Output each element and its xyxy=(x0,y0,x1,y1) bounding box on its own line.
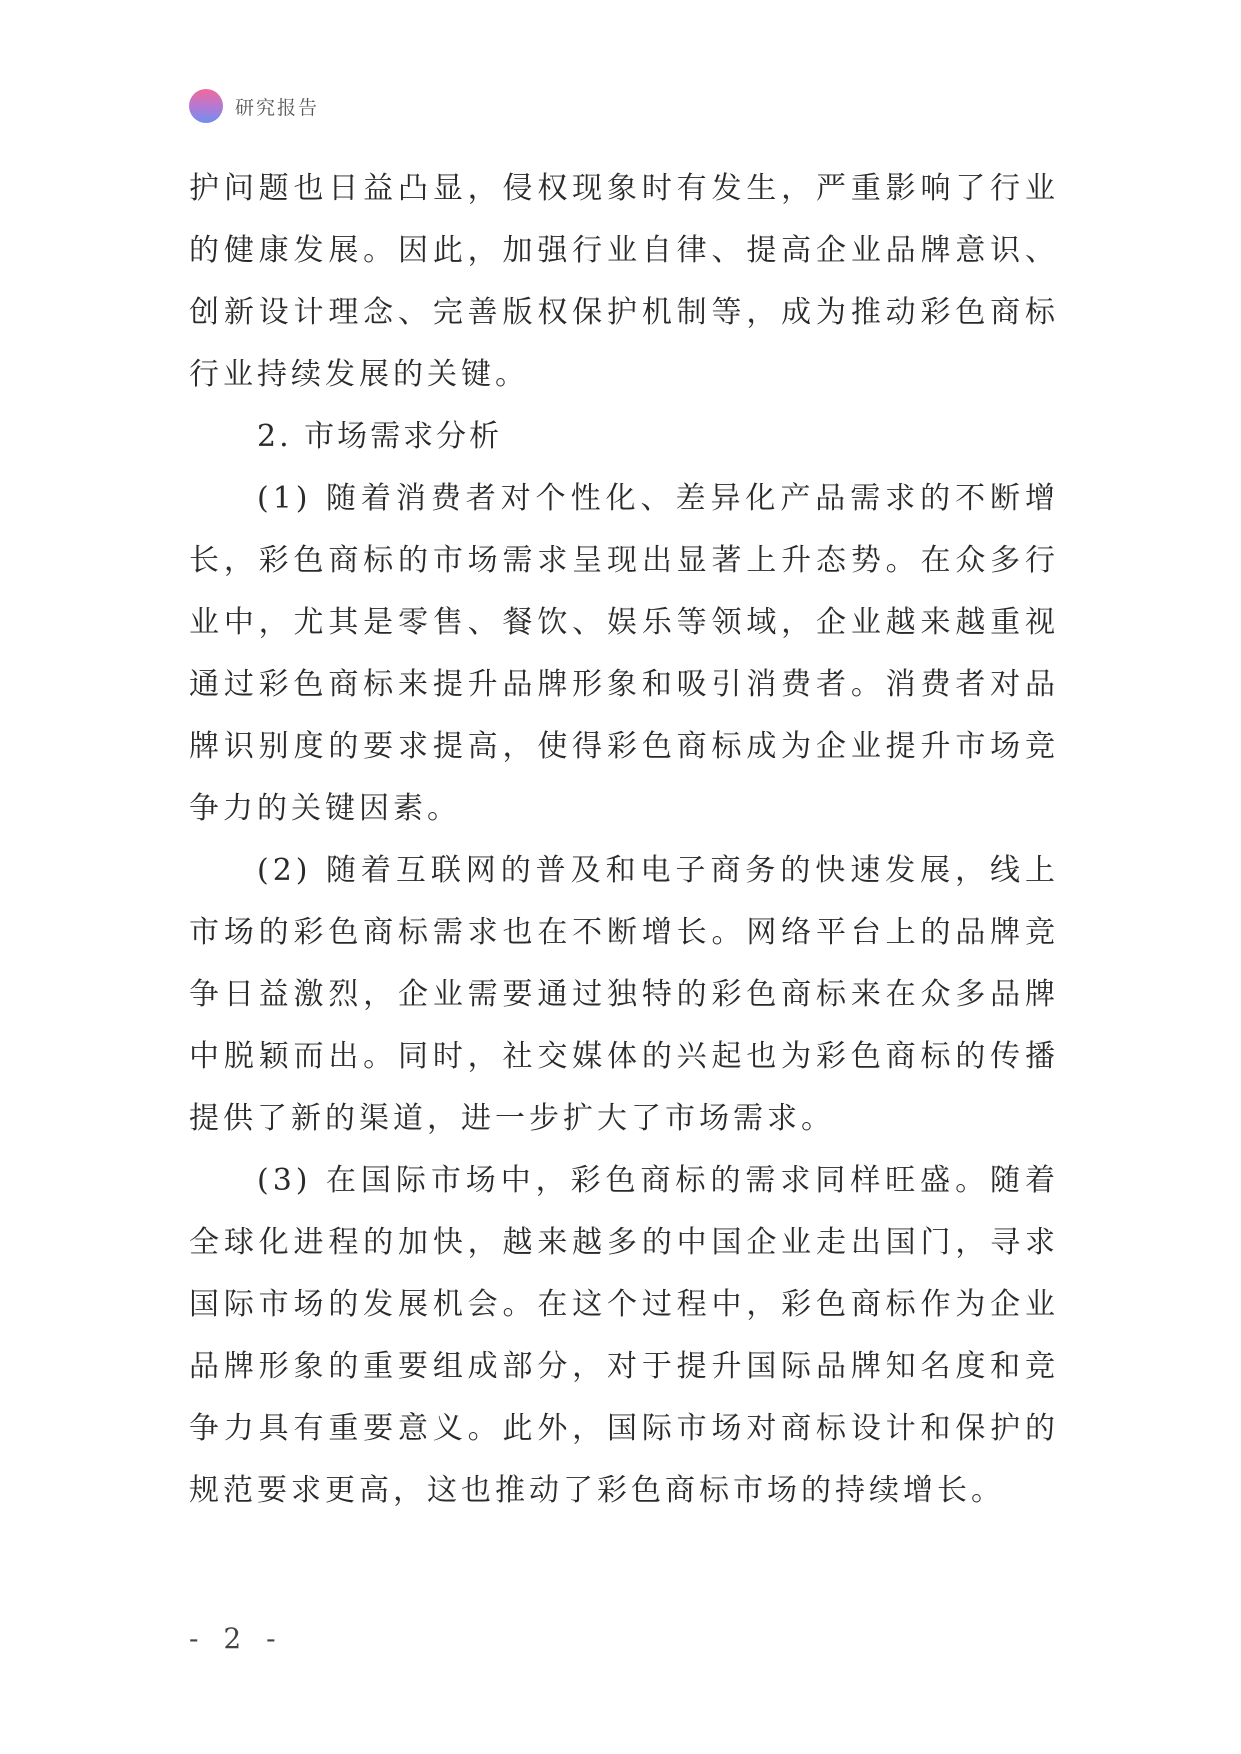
document-body xyxy=(189,158,1059,1522)
section-heading: 2. 市场需求分析 xyxy=(257,419,503,454)
paragraph-1: (1) 随着消费者对个性化、差异化产品需求的不断增长，彩色商标的市场需求呈现出显著上升态势。在众多行业中，尤其是零售、餐饮、娱乐等领域，企业越来越重视通过彩色商标来提升品牌形象和吸引消费者。消费者对品牌识别度的要求提高，使得彩色商标成为企业提升市场竞争力的关键因素。 xyxy=(189,481,1059,826)
intro-paragraph: 护问题也日益凸显，侵权现象时有发生，严重影响了行业的健康发展。因此，加强行业自律、提高企业品牌意识、创新设计理念、完善版权保护机制等，成为推动彩色商标行业持续发展的关键。 xyxy=(189,171,1059,392)
report-header xyxy=(189,88,319,124)
header-title: 研究报告 xyxy=(235,96,320,119)
page-number: - 2 - xyxy=(189,1622,284,1655)
report-logo-icon xyxy=(189,89,223,123)
paragraph-3: (3) 在国际市场中，彩色商标的需求同样旺盛。随着全球化进程的加快，越来越多的中国企业走出国门，寻求国际市场的发展机会。在这个过程中，彩色商标作为企业品牌形象的重要组成部分，对于提升国际品牌知名度和竞争力具有重要意义。此外，国际市场对商标设计和保护的规范要求更高，这也推动了彩色商标市场的持续增长。 xyxy=(189,1163,1059,1508)
paragraph-2: (2) 随着互联网的普及和电子商务的快速发展，线上市场的彩色商标需求也在不断增长。网络平台上的品牌竞争日益激烈，企业需要通过独特的彩色商标来在众多品牌中脱颖而出。同时，社交媒体的兴起也为彩色商标的传播提供了新的渠道，进一步扩大了市场需求。 xyxy=(189,853,1059,1136)
